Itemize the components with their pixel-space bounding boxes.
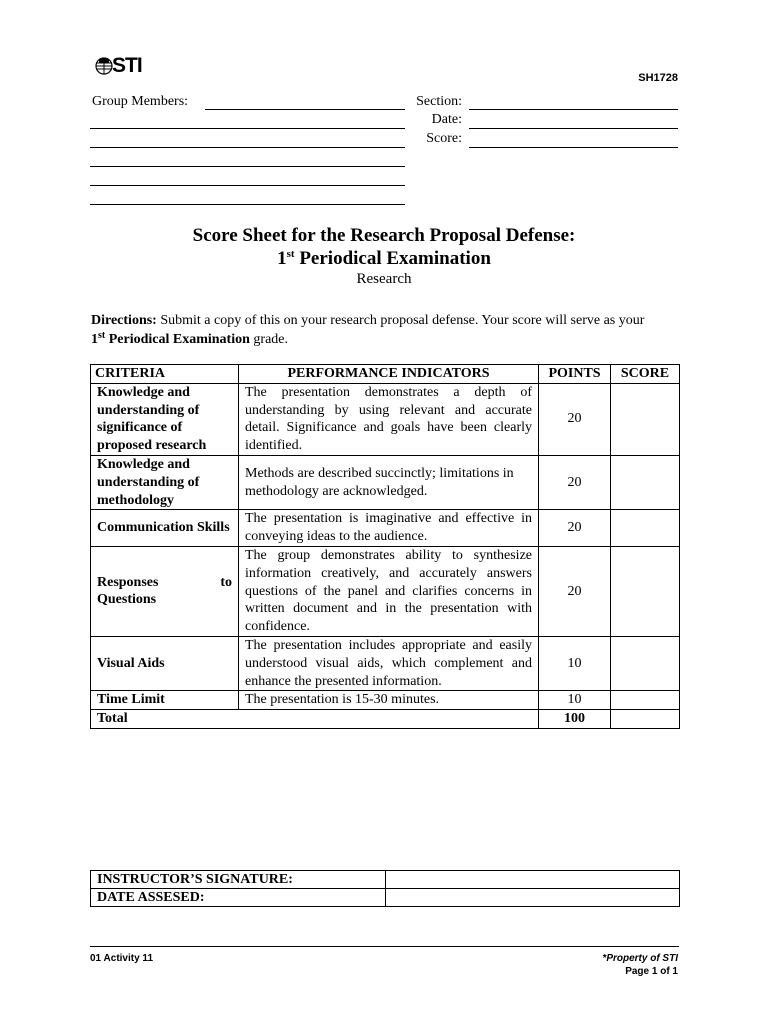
indicator-cell: Methods are described succinctly; limitations in methodology are acknowledged. [239, 455, 539, 509]
instructor-signature-label: INSTRUCTOR’S SIGNATURE: [91, 871, 386, 889]
group-member-line[interactable] [205, 109, 405, 110]
score-cell[interactable] [611, 510, 680, 547]
indicator-cell: The presentation demonstrates a depth of understanding by using relevant and accurate detail. Significance and goals have been clearly identified. [239, 383, 539, 455]
points-cell: 10 [539, 636, 611, 690]
criteria-cell: Visual Aids [91, 636, 239, 690]
document-subtitle-exam: 1st Periodical Examination [277, 248, 491, 269]
points-cell: 20 [539, 383, 611, 455]
footer-page-number: Page 1 of 1 [625, 966, 678, 977]
score-cell[interactable] [611, 691, 680, 710]
date-label: Date: [431, 112, 462, 127]
criteria-cell: Knowledge and understanding of methodology [91, 455, 239, 509]
instructor-signature-field[interactable] [386, 871, 680, 889]
points-cell: 10 [539, 691, 611, 710]
score-cell[interactable] [611, 636, 680, 690]
signature-table [90, 870, 680, 907]
sti-logo [95, 54, 155, 78]
indicator-cell: The presentation includes appropriate and easily understood visual aids, which complement and enhance the presented information. [239, 636, 539, 690]
date-line[interactable] [469, 128, 678, 129]
header-performance-indicators: PERFORMANCE INDICATORS [239, 365, 539, 384]
document-code: SH1728 [638, 72, 678, 84]
table-row [91, 455, 680, 509]
section-label: Section: [416, 94, 462, 109]
indicator-cell: The presentation is 15-30 minutes. [239, 691, 539, 710]
group-members-label: Group Members: [92, 94, 189, 109]
group-member-line[interactable] [90, 166, 405, 167]
criteria-cell: Responses to Questions [91, 546, 239, 636]
footer-property: *Property of STI [602, 953, 678, 964]
table-row [91, 546, 680, 636]
score-line[interactable] [469, 147, 678, 148]
header-criteria: CRITERIA [91, 365, 239, 384]
table-header-row [91, 365, 680, 384]
score-cell[interactable] [611, 546, 680, 636]
date-assessed-label: DATE ASSESED: [91, 889, 386, 907]
total-row [91, 710, 680, 729]
group-member-line[interactable] [90, 204, 405, 205]
points-cell: 20 [539, 510, 611, 547]
criteria-cell: Knowledge and understanding of significance of proposed research [91, 383, 239, 455]
subject-label: Research [356, 271, 412, 287]
rubric-table [90, 364, 680, 729]
table-row [91, 636, 680, 690]
table-row [91, 510, 680, 547]
footer-activity: 01 Activity 11 [90, 953, 154, 964]
section-line[interactable] [469, 109, 678, 110]
criteria-cell: Communication Skills [91, 510, 239, 547]
total-score-cell[interactable] [611, 710, 680, 729]
header-score: SCORE [611, 365, 680, 384]
points-cell: 20 [539, 455, 611, 509]
header-points: POINTS [539, 365, 611, 384]
total-points: 100 [539, 710, 611, 729]
group-member-line[interactable] [90, 147, 405, 148]
group-member-line[interactable] [90, 185, 405, 186]
directions: Directions: Submit a copy of this on your research proposal defense. Your score will serve as your 1st Periodical Examination grade. [91, 313, 645, 347]
date-assessed-field[interactable] [386, 889, 680, 907]
indicator-cell: The presentation is imaginative and effective in conveying ideas to the audience. [239, 510, 539, 547]
group-member-line[interactable] [90, 128, 405, 129]
table-row [91, 691, 680, 710]
indicator-cell: The group demonstrates ability to synthesize information creatively, and accurately answers questions of the panel and clarifies concerns in written document and in the presentation with confidence. [239, 546, 539, 636]
footer-divider [90, 946, 679, 947]
score-cell[interactable] [611, 383, 680, 455]
criteria-cell: Time Limit [91, 691, 239, 710]
score-label: Score: [426, 131, 462, 146]
total-label: Total [91, 710, 539, 729]
table-row [91, 383, 680, 455]
logo-text: STI [112, 54, 142, 77]
document-title: Score Sheet for the Research Proposal Defense: [192, 225, 576, 246]
score-cell[interactable] [611, 455, 680, 509]
points-cell: 20 [539, 546, 611, 636]
